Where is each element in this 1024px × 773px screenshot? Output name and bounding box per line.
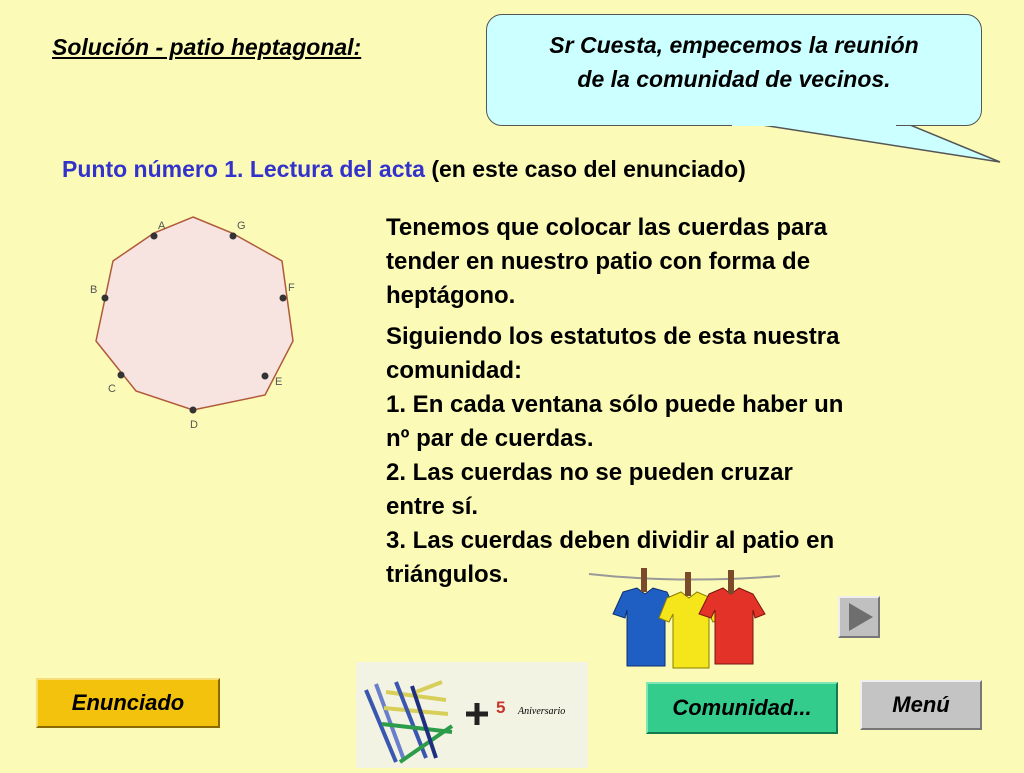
rules-line-4: nº par de cuerdas. (386, 425, 594, 452)
page-title: Solución - patio heptagonal: (52, 34, 362, 60)
agenda-point-rest: (en este caso del enunciado) (424, 156, 746, 182)
speech-bubble-line-2: de la comunidad de vecinos. (577, 66, 891, 92)
rules-line-5: 2. Las cuerdas no se pueden cruzar (386, 459, 793, 486)
agenda-point-highlight: Punto número 1. Lectura del acta (62, 156, 425, 182)
vertex-a-point (151, 233, 158, 240)
menu-button[interactable]: Menú (860, 680, 982, 730)
vertex-label-b: B (90, 284, 98, 296)
heptagon-figure (80, 205, 310, 435)
comunidad-button[interactable]: Comunidad... (646, 682, 838, 734)
vertex-c-point (118, 372, 125, 379)
vertex-label-f: F (288, 282, 295, 294)
anniversary-logo (356, 662, 588, 768)
vertex-d-point (190, 407, 197, 414)
speech-bubble-line-1: Sr Cuesta, empecemos la reunión (549, 32, 919, 58)
play-triangle-icon (849, 603, 873, 631)
problem-line-1: Tenemos que colocar las cuerdas para (386, 214, 828, 241)
rules-line-3: 1. En cada ventana sólo puede haber un (386, 391, 844, 418)
rules-line-2: comunidad: (386, 357, 522, 384)
enunciado-button[interactable]: Enunciado (36, 678, 220, 728)
next-button[interactable] (838, 596, 880, 638)
anniversary-number: 5 (496, 698, 506, 717)
rules-line-7: 3. Las cuerdas deben dividir al patio en (386, 527, 835, 554)
problem-line-2: tender en nuestro patio con forma de (386, 248, 811, 275)
community-rules (386, 320, 946, 592)
anniversary-text: Aniversario (518, 706, 566, 717)
problem-description (386, 211, 946, 313)
rules-line-6: entre sí. (386, 493, 479, 520)
vertex-label-e: E (275, 376, 283, 388)
clothesline-shirts-icon (585, 562, 785, 674)
vertex-label-d: D (190, 419, 198, 431)
vertex-label-g: G (237, 220, 246, 232)
speech-bubble-join (0, 0, 1024, 170)
vertex-g-point (230, 233, 237, 240)
rules-line-1: Siguiendo los estatutos de esta nuestra (386, 323, 840, 350)
problem-line-3: heptágono. (386, 282, 516, 309)
vertex-b-point (102, 295, 109, 302)
vertex-label-a: A (158, 220, 166, 232)
rules-line-8: triángulos. (386, 561, 509, 588)
vertex-f-point (280, 295, 287, 302)
vertex-label-c: C (108, 383, 116, 395)
vertex-e-point (262, 373, 269, 380)
agenda-point (62, 156, 746, 183)
